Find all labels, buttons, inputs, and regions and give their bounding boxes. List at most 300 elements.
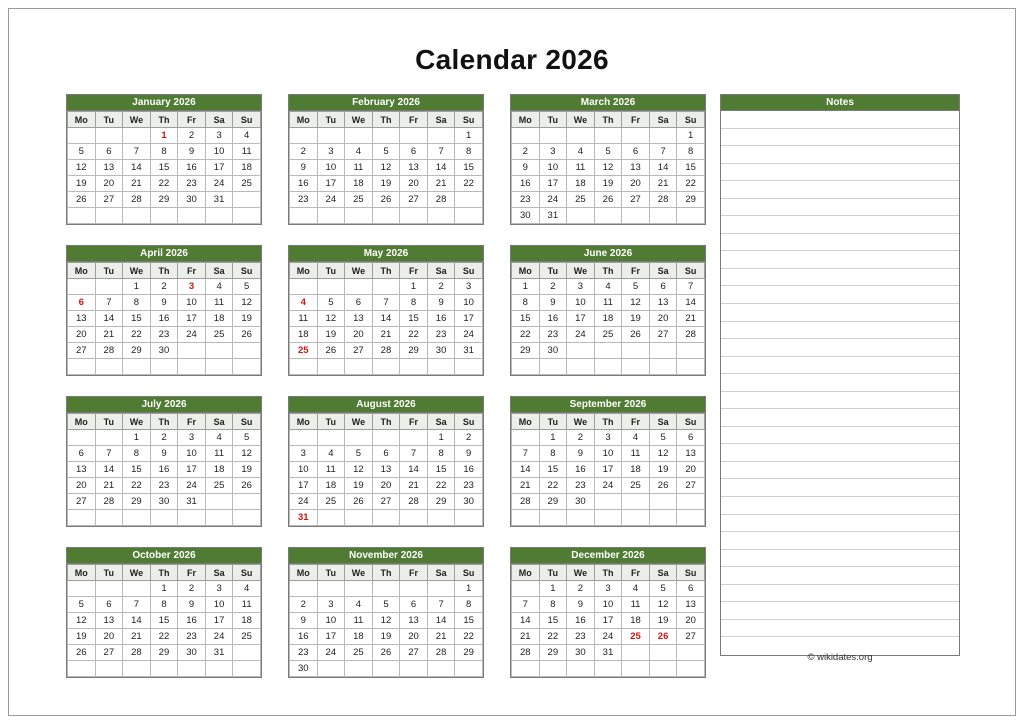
day-cell[interactable]: 24 xyxy=(178,478,206,494)
day-cell[interactable]: 11 xyxy=(622,597,650,613)
day-cell[interactable]: 18 xyxy=(233,160,261,176)
day-cell[interactable]: 31 xyxy=(290,510,318,526)
day-cell[interactable]: 21 xyxy=(400,478,428,494)
day-cell[interactable]: 1 xyxy=(150,128,178,144)
day-cell[interactable]: 15 xyxy=(400,311,428,327)
day-cell[interactable]: 27 xyxy=(400,645,428,661)
day-cell[interactable]: 4 xyxy=(205,279,233,295)
day-cell[interactable]: 3 xyxy=(594,430,622,446)
day-cell[interactable]: 9 xyxy=(290,613,318,629)
day-cell[interactable]: 10 xyxy=(290,462,318,478)
day-cell[interactable]: 4 xyxy=(317,446,345,462)
day-cell[interactable]: 27 xyxy=(649,327,677,343)
day-cell[interactable]: 22 xyxy=(455,629,483,645)
day-cell[interactable]: 30 xyxy=(539,343,567,359)
day-cell[interactable]: 8 xyxy=(150,144,178,160)
day-cell[interactable]: 1 xyxy=(512,279,540,295)
day-cell[interactable]: 5 xyxy=(233,279,261,295)
day-cell[interactable]: 1 xyxy=(400,279,428,295)
day-cell[interactable]: 30 xyxy=(178,192,206,208)
day-cell[interactable]: 20 xyxy=(68,327,96,343)
day-cell[interactable]: 15 xyxy=(539,462,567,478)
notes-lines[interactable] xyxy=(721,111,959,655)
day-cell[interactable]: 13 xyxy=(649,295,677,311)
day-cell[interactable]: 3 xyxy=(567,279,595,295)
day-cell[interactable]: 9 xyxy=(290,160,318,176)
day-cell[interactable]: 14 xyxy=(677,295,705,311)
day-cell[interactable]: 15 xyxy=(455,613,483,629)
day-cell[interactable]: 18 xyxy=(622,613,650,629)
notes-line[interactable] xyxy=(721,409,959,427)
day-cell[interactable]: 14 xyxy=(400,462,428,478)
day-cell[interactable]: 4 xyxy=(233,581,261,597)
day-cell[interactable]: 14 xyxy=(649,160,677,176)
day-cell[interactable]: 18 xyxy=(345,176,373,192)
day-cell[interactable]: 6 xyxy=(68,446,96,462)
day-cell[interactable]: 23 xyxy=(567,478,595,494)
day-cell[interactable]: 11 xyxy=(345,613,373,629)
day-cell[interactable]: 6 xyxy=(649,279,677,295)
day-cell[interactable]: 1 xyxy=(455,581,483,597)
day-cell[interactable]: 16 xyxy=(427,311,455,327)
notes-line[interactable] xyxy=(721,427,959,445)
day-cell[interactable]: 6 xyxy=(677,581,705,597)
day-cell[interactable]: 29 xyxy=(455,645,483,661)
day-cell[interactable]: 12 xyxy=(317,311,345,327)
day-cell[interactable]: 26 xyxy=(317,343,345,359)
day-cell[interactable]: 11 xyxy=(567,160,595,176)
day-cell[interactable]: 8 xyxy=(400,295,428,311)
day-cell[interactable]: 4 xyxy=(233,128,261,144)
day-cell[interactable]: 10 xyxy=(205,597,233,613)
day-cell[interactable]: 27 xyxy=(677,478,705,494)
day-cell[interactable]: 14 xyxy=(427,613,455,629)
day-cell[interactable]: 25 xyxy=(317,494,345,510)
day-cell[interactable]: 25 xyxy=(205,327,233,343)
day-cell[interactable]: 19 xyxy=(649,462,677,478)
day-cell[interactable]: 11 xyxy=(622,446,650,462)
day-cell[interactable]: 26 xyxy=(649,629,677,645)
day-cell[interactable]: 27 xyxy=(95,192,123,208)
day-cell[interactable]: 7 xyxy=(95,295,123,311)
day-cell[interactable]: 14 xyxy=(512,462,540,478)
day-cell[interactable]: 21 xyxy=(427,176,455,192)
day-cell[interactable]: 5 xyxy=(372,144,400,160)
day-cell[interactable]: 19 xyxy=(649,613,677,629)
day-cell[interactable]: 31 xyxy=(205,192,233,208)
notes-line[interactable] xyxy=(721,357,959,375)
day-cell[interactable]: 2 xyxy=(427,279,455,295)
day-cell[interactable]: 23 xyxy=(539,327,567,343)
day-cell[interactable]: 29 xyxy=(539,645,567,661)
day-cell[interactable]: 9 xyxy=(567,446,595,462)
day-cell[interactable]: 29 xyxy=(150,192,178,208)
day-cell[interactable]: 26 xyxy=(345,494,373,510)
day-cell[interactable]: 17 xyxy=(455,311,483,327)
day-cell[interactable]: 22 xyxy=(512,327,540,343)
day-cell[interactable]: 1 xyxy=(123,279,151,295)
day-cell[interactable]: 14 xyxy=(427,160,455,176)
day-cell[interactable]: 6 xyxy=(677,430,705,446)
day-cell[interactable]: 17 xyxy=(594,462,622,478)
day-cell[interactable]: 28 xyxy=(512,494,540,510)
day-cell[interactable]: 10 xyxy=(539,160,567,176)
day-cell[interactable]: 29 xyxy=(150,645,178,661)
day-cell[interactable]: 14 xyxy=(95,311,123,327)
day-cell[interactable]: 21 xyxy=(677,311,705,327)
day-cell[interactable]: 18 xyxy=(205,462,233,478)
day-cell[interactable]: 15 xyxy=(455,160,483,176)
day-cell[interactable]: 4 xyxy=(622,581,650,597)
day-cell[interactable]: 22 xyxy=(123,327,151,343)
day-cell[interactable]: 10 xyxy=(205,144,233,160)
day-cell[interactable]: 3 xyxy=(290,446,318,462)
day-cell[interactable]: 27 xyxy=(95,645,123,661)
day-cell[interactable]: 29 xyxy=(123,494,151,510)
day-cell[interactable]: 23 xyxy=(567,629,595,645)
day-cell[interactable]: 26 xyxy=(622,327,650,343)
day-cell[interactable]: 2 xyxy=(567,430,595,446)
day-cell[interactable]: 27 xyxy=(345,343,373,359)
day-cell[interactable]: 2 xyxy=(567,581,595,597)
day-cell[interactable]: 31 xyxy=(205,645,233,661)
day-cell[interactable]: 15 xyxy=(427,462,455,478)
notes-line[interactable] xyxy=(721,146,959,164)
day-cell[interactable]: 25 xyxy=(567,192,595,208)
day-cell[interactable]: 18 xyxy=(594,311,622,327)
day-cell[interactable]: 8 xyxy=(677,144,705,160)
day-cell[interactable]: 17 xyxy=(594,613,622,629)
day-cell[interactable]: 13 xyxy=(400,160,428,176)
day-cell[interactable]: 3 xyxy=(455,279,483,295)
day-cell[interactable]: 26 xyxy=(233,327,261,343)
day-cell[interactable]: 12 xyxy=(372,160,400,176)
day-cell[interactable]: 19 xyxy=(317,327,345,343)
day-cell[interactable]: 27 xyxy=(68,494,96,510)
day-cell[interactable]: 24 xyxy=(205,176,233,192)
day-cell[interactable]: 1 xyxy=(427,430,455,446)
day-cell[interactable]: 28 xyxy=(372,343,400,359)
day-cell[interactable]: 30 xyxy=(290,661,318,677)
day-cell[interactable]: 2 xyxy=(178,581,206,597)
day-cell[interactable]: 17 xyxy=(539,176,567,192)
day-cell[interactable]: 14 xyxy=(512,613,540,629)
day-cell[interactable]: 19 xyxy=(594,176,622,192)
day-cell[interactable]: 6 xyxy=(68,295,96,311)
day-cell[interactable]: 23 xyxy=(290,192,318,208)
notes-line[interactable] xyxy=(721,620,959,638)
day-cell[interactable]: 5 xyxy=(649,430,677,446)
day-cell[interactable]: 12 xyxy=(622,295,650,311)
notes-line[interactable] xyxy=(721,444,959,462)
day-cell[interactable]: 30 xyxy=(567,494,595,510)
day-cell[interactable]: 22 xyxy=(150,176,178,192)
day-cell[interactable]: 8 xyxy=(539,597,567,613)
day-cell[interactable]: 26 xyxy=(68,645,96,661)
day-cell[interactable]: 26 xyxy=(68,192,96,208)
day-cell[interactable]: 1 xyxy=(677,128,705,144)
day-cell[interactable]: 30 xyxy=(567,645,595,661)
day-cell[interactable]: 24 xyxy=(567,327,595,343)
day-cell[interactable]: 25 xyxy=(290,343,318,359)
day-cell[interactable]: 24 xyxy=(594,629,622,645)
day-cell[interactable]: 5 xyxy=(649,581,677,597)
day-cell[interactable]: 6 xyxy=(95,144,123,160)
day-cell[interactable]: 24 xyxy=(594,478,622,494)
day-cell[interactable]: 16 xyxy=(567,462,595,478)
day-cell[interactable]: 19 xyxy=(372,629,400,645)
day-cell[interactable]: 7 xyxy=(677,279,705,295)
day-cell[interactable]: 2 xyxy=(512,144,540,160)
day-cell[interactable]: 14 xyxy=(372,311,400,327)
notes-line[interactable] xyxy=(721,181,959,199)
notes-line[interactable] xyxy=(721,479,959,497)
day-cell[interactable]: 6 xyxy=(622,144,650,160)
notes-line[interactable] xyxy=(721,199,959,217)
day-cell[interactable]: 21 xyxy=(95,327,123,343)
notes-line[interactable] xyxy=(721,515,959,533)
day-cell[interactable]: 16 xyxy=(455,462,483,478)
day-cell[interactable]: 5 xyxy=(345,446,373,462)
day-cell[interactable]: 12 xyxy=(372,613,400,629)
day-cell[interactable]: 18 xyxy=(345,629,373,645)
day-cell[interactable]: 5 xyxy=(622,279,650,295)
day-cell[interactable]: 21 xyxy=(123,176,151,192)
day-cell[interactable]: 7 xyxy=(512,446,540,462)
day-cell[interactable]: 17 xyxy=(205,613,233,629)
day-cell[interactable]: 11 xyxy=(233,597,261,613)
day-cell[interactable]: 7 xyxy=(372,295,400,311)
day-cell[interactable]: 28 xyxy=(677,327,705,343)
day-cell[interactable]: 16 xyxy=(150,311,178,327)
day-cell[interactable]: 20 xyxy=(400,176,428,192)
day-cell[interactable]: 23 xyxy=(178,629,206,645)
notes-panel[interactable] xyxy=(720,94,960,656)
day-cell[interactable]: 16 xyxy=(539,311,567,327)
day-cell[interactable]: 9 xyxy=(512,160,540,176)
day-cell[interactable]: 28 xyxy=(512,645,540,661)
day-cell[interactable]: 4 xyxy=(205,430,233,446)
day-cell[interactable]: 10 xyxy=(178,295,206,311)
day-cell[interactable]: 13 xyxy=(677,446,705,462)
day-cell[interactable]: 5 xyxy=(233,430,261,446)
notes-line[interactable] xyxy=(721,111,959,129)
day-cell[interactable]: 19 xyxy=(622,311,650,327)
day-cell[interactable]: 25 xyxy=(622,629,650,645)
day-cell[interactable]: 7 xyxy=(123,144,151,160)
day-cell[interactable]: 7 xyxy=(123,597,151,613)
notes-line[interactable] xyxy=(721,585,959,603)
day-cell[interactable]: 12 xyxy=(594,160,622,176)
day-cell[interactable]: 15 xyxy=(677,160,705,176)
day-cell[interactable]: 25 xyxy=(345,645,373,661)
day-cell[interactable]: 11 xyxy=(594,295,622,311)
day-cell[interactable]: 25 xyxy=(622,478,650,494)
day-cell[interactable]: 7 xyxy=(427,597,455,613)
day-cell[interactable]: 19 xyxy=(233,462,261,478)
day-cell[interactable]: 10 xyxy=(178,446,206,462)
day-cell[interactable]: 3 xyxy=(317,597,345,613)
day-cell[interactable]: 19 xyxy=(68,176,96,192)
notes-line[interactable] xyxy=(721,304,959,322)
day-cell[interactable]: 14 xyxy=(123,613,151,629)
day-cell[interactable]: 15 xyxy=(123,311,151,327)
day-cell[interactable]: 28 xyxy=(95,343,123,359)
day-cell[interactable]: 24 xyxy=(178,327,206,343)
day-cell[interactable]: 22 xyxy=(123,478,151,494)
day-cell[interactable]: 21 xyxy=(372,327,400,343)
day-cell[interactable]: 24 xyxy=(317,192,345,208)
day-cell[interactable]: 23 xyxy=(178,176,206,192)
day-cell[interactable]: 8 xyxy=(427,446,455,462)
day-cell[interactable]: 26 xyxy=(233,478,261,494)
day-cell[interactable]: 20 xyxy=(68,478,96,494)
day-cell[interactable]: 12 xyxy=(345,462,373,478)
day-cell[interactable]: 7 xyxy=(400,446,428,462)
day-cell[interactable]: 1 xyxy=(123,430,151,446)
day-cell[interactable]: 12 xyxy=(649,446,677,462)
day-cell[interactable]: 25 xyxy=(345,192,373,208)
day-cell[interactable]: 18 xyxy=(567,176,595,192)
day-cell[interactable]: 3 xyxy=(317,144,345,160)
day-cell[interactable]: 26 xyxy=(594,192,622,208)
day-cell[interactable]: 16 xyxy=(290,629,318,645)
day-cell[interactable]: 13 xyxy=(95,160,123,176)
day-cell[interactable]: 3 xyxy=(539,144,567,160)
day-cell[interactable]: 6 xyxy=(345,295,373,311)
day-cell[interactable]: 9 xyxy=(427,295,455,311)
day-cell[interactable]: 14 xyxy=(95,462,123,478)
day-cell[interactable]: 3 xyxy=(178,430,206,446)
day-cell[interactable]: 20 xyxy=(372,478,400,494)
day-cell[interactable]: 28 xyxy=(400,494,428,510)
day-cell[interactable]: 11 xyxy=(233,144,261,160)
day-cell[interactable]: 3 xyxy=(205,581,233,597)
day-cell[interactable]: 6 xyxy=(95,597,123,613)
day-cell[interactable]: 28 xyxy=(427,645,455,661)
day-cell[interactable]: 24 xyxy=(205,629,233,645)
day-cell[interactable]: 7 xyxy=(95,446,123,462)
day-cell[interactable]: 13 xyxy=(68,311,96,327)
day-cell[interactable]: 9 xyxy=(178,144,206,160)
day-cell[interactable]: 6 xyxy=(400,597,428,613)
day-cell[interactable]: 18 xyxy=(622,462,650,478)
day-cell[interactable]: 21 xyxy=(649,176,677,192)
notes-line[interactable] xyxy=(721,251,959,269)
notes-line[interactable] xyxy=(721,550,959,568)
day-cell[interactable]: 25 xyxy=(233,629,261,645)
day-cell[interactable]: 23 xyxy=(290,645,318,661)
day-cell[interactable]: 18 xyxy=(205,311,233,327)
day-cell[interactable]: 30 xyxy=(150,494,178,510)
day-cell[interactable]: 17 xyxy=(317,176,345,192)
notes-line[interactable] xyxy=(721,602,959,620)
day-cell[interactable]: 4 xyxy=(567,144,595,160)
day-cell[interactable]: 18 xyxy=(233,613,261,629)
day-cell[interactable]: 24 xyxy=(455,327,483,343)
day-cell[interactable]: 27 xyxy=(400,192,428,208)
day-cell[interactable]: 19 xyxy=(233,311,261,327)
day-cell[interactable]: 15 xyxy=(539,613,567,629)
day-cell[interactable]: 2 xyxy=(290,144,318,160)
day-cell[interactable]: 31 xyxy=(455,343,483,359)
day-cell[interactable]: 2 xyxy=(178,128,206,144)
day-cell[interactable]: 27 xyxy=(677,629,705,645)
day-cell[interactable]: 30 xyxy=(178,645,206,661)
day-cell[interactable]: 4 xyxy=(345,597,373,613)
notes-line[interactable] xyxy=(721,234,959,252)
day-cell[interactable]: 24 xyxy=(290,494,318,510)
day-cell[interactable]: 1 xyxy=(539,430,567,446)
notes-line[interactable] xyxy=(721,216,959,234)
day-cell[interactable]: 21 xyxy=(512,629,540,645)
day-cell[interactable]: 20 xyxy=(677,613,705,629)
day-cell[interactable]: 13 xyxy=(68,462,96,478)
day-cell[interactable]: 13 xyxy=(345,311,373,327)
notes-line[interactable] xyxy=(721,269,959,287)
day-cell[interactable]: 13 xyxy=(622,160,650,176)
day-cell[interactable]: 30 xyxy=(150,343,178,359)
day-cell[interactable]: 23 xyxy=(427,327,455,343)
notes-line[interactable] xyxy=(721,129,959,147)
day-cell[interactable]: 10 xyxy=(317,613,345,629)
day-cell[interactable]: 16 xyxy=(512,176,540,192)
day-cell[interactable]: 4 xyxy=(594,279,622,295)
day-cell[interactable]: 31 xyxy=(178,494,206,510)
day-cell[interactable]: 25 xyxy=(233,176,261,192)
day-cell[interactable]: 26 xyxy=(372,645,400,661)
day-cell[interactable]: 17 xyxy=(205,160,233,176)
notes-line[interactable] xyxy=(721,339,959,357)
day-cell[interactable]: 1 xyxy=(455,128,483,144)
day-cell[interactable]: 28 xyxy=(123,645,151,661)
day-cell[interactable]: 1 xyxy=(539,581,567,597)
day-cell[interactable]: 29 xyxy=(123,343,151,359)
day-cell[interactable]: 8 xyxy=(512,295,540,311)
day-cell[interactable]: 22 xyxy=(539,629,567,645)
day-cell[interactable]: 8 xyxy=(455,597,483,613)
day-cell[interactable]: 16 xyxy=(178,160,206,176)
day-cell[interactable]: 6 xyxy=(400,144,428,160)
day-cell[interactable]: 11 xyxy=(317,462,345,478)
day-cell[interactable]: 9 xyxy=(150,446,178,462)
day-cell[interactable]: 30 xyxy=(455,494,483,510)
day-cell[interactable]: 24 xyxy=(317,645,345,661)
day-cell[interactable]: 12 xyxy=(649,597,677,613)
day-cell[interactable]: 26 xyxy=(372,192,400,208)
day-cell[interactable]: 9 xyxy=(178,597,206,613)
day-cell[interactable]: 11 xyxy=(205,295,233,311)
notes-line[interactable] xyxy=(721,164,959,182)
notes-line[interactable] xyxy=(721,567,959,585)
day-cell[interactable]: 10 xyxy=(594,446,622,462)
day-cell[interactable]: 9 xyxy=(150,295,178,311)
day-cell[interactable]: 21 xyxy=(95,478,123,494)
day-cell[interactable]: 13 xyxy=(372,462,400,478)
day-cell[interactable]: 21 xyxy=(427,629,455,645)
day-cell[interactable]: 23 xyxy=(150,327,178,343)
day-cell[interactable]: 28 xyxy=(649,192,677,208)
day-cell[interactable]: 13 xyxy=(677,597,705,613)
day-cell[interactable]: 4 xyxy=(290,295,318,311)
day-cell[interactable]: 5 xyxy=(372,597,400,613)
day-cell[interactable]: 6 xyxy=(372,446,400,462)
day-cell[interactable]: 7 xyxy=(512,597,540,613)
day-cell[interactable]: 9 xyxy=(567,597,595,613)
day-cell[interactable]: 16 xyxy=(567,613,595,629)
day-cell[interactable]: 15 xyxy=(123,462,151,478)
day-cell[interactable]: 12 xyxy=(233,295,261,311)
